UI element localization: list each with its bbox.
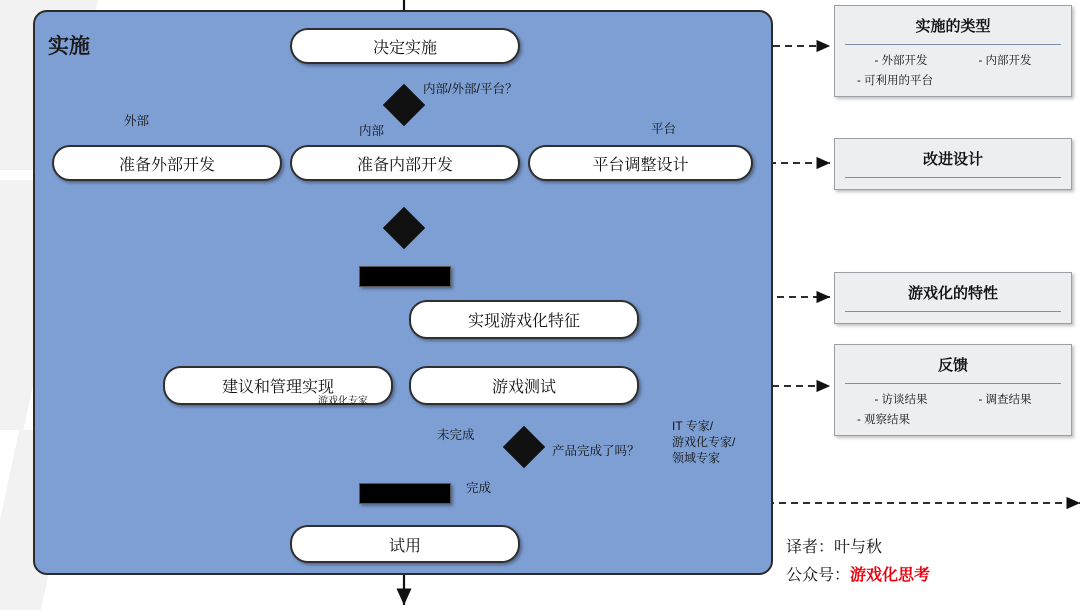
artifact-improved-design [834, 138, 1072, 190]
credit-account [786, 562, 930, 585]
artifact-row [849, 52, 1057, 72]
artifact-gamification-characteristics [834, 272, 1072, 324]
node-platform-adjust-design[interactable] [528, 145, 753, 181]
artifact-row [849, 391, 1057, 411]
role-label-line: 领域专家 [672, 451, 721, 466]
artifact-item: - 调查结果 [978, 394, 1032, 406]
node-label: 实现游戏化特征 [467, 313, 580, 330]
artifact-item: - 观察结果 [857, 413, 911, 426]
node-label: 试用 [388, 537, 421, 555]
artifact-title: 改进设计 [922, 151, 983, 168]
artifact-item: - 可利用的平台 [857, 74, 934, 87]
credit-account-name: 游戏化思考 [850, 567, 931, 584]
artifact-row [849, 411, 1057, 431]
role-label-experts [672, 418, 735, 467]
artifact-divider [845, 311, 1061, 312]
role-label-line: IT 专家/ [672, 419, 714, 433]
node-trial[interactable] [290, 525, 520, 563]
edge-label-finished: 完成 [466, 481, 492, 495]
artifact-row [849, 72, 1057, 92]
node-label: 决定实施 [372, 39, 437, 57]
artifact-title: 实施的类型 [915, 18, 991, 35]
node-label: 平台调整设计 [592, 156, 689, 174]
node-label: 建议和管理实现 [221, 379, 334, 396]
edge-label-decision-question: 内部/外部/平台？ [423, 82, 518, 96]
artifact-divider [845, 177, 1061, 178]
artifact-item: - 内部开发 [978, 55, 1032, 67]
artifact-body [835, 384, 1071, 430]
node-prepare-internal-development[interactable] [290, 145, 520, 181]
edge-label-product-done: 产品完成了吗？ [552, 444, 640, 458]
node-decide-implementation[interactable] [290, 28, 520, 64]
artifact-item: - 访谈结果 [874, 394, 928, 406]
edge-label-platform: 平台 [651, 122, 677, 136]
node-label: 准备内部开发 [356, 156, 453, 174]
edge-label-not-finished: 未完成 [437, 428, 475, 442]
artifact-title: 游戏化的特性 [907, 285, 998, 302]
join-bar [359, 483, 451, 504]
node-label: 游戏测试 [491, 379, 556, 396]
artifact-implementation-types [834, 5, 1072, 97]
role-label-gamification-expert: 游戏化专家 [318, 396, 368, 407]
node-prepare-external-development[interactable] [52, 145, 282, 181]
artifact-item: - 外部开发 [874, 55, 928, 67]
fork-bar [359, 266, 451, 287]
phase-title: 实施 [48, 35, 90, 58]
credit-translator-label: 译者： [786, 539, 835, 556]
credit-translator-name: 叶与秋 [834, 539, 883, 556]
artifact-title: 反馈 [937, 357, 968, 374]
artifact-body [835, 45, 1071, 91]
node-label: 准备外部开发 [118, 156, 215, 174]
edge-label-external: 外部 [124, 114, 150, 128]
edge-label-internal: 内部 [359, 124, 385, 138]
artifact-feedback [834, 344, 1072, 436]
node-implement-gamification-feature[interactable] [409, 300, 639, 339]
credit-translator [786, 534, 882, 557]
role-label-line: 游戏化专家/ [672, 435, 736, 450]
node-game-test[interactable] [409, 366, 639, 405]
credit-account-label: 公众号： [786, 567, 851, 584]
